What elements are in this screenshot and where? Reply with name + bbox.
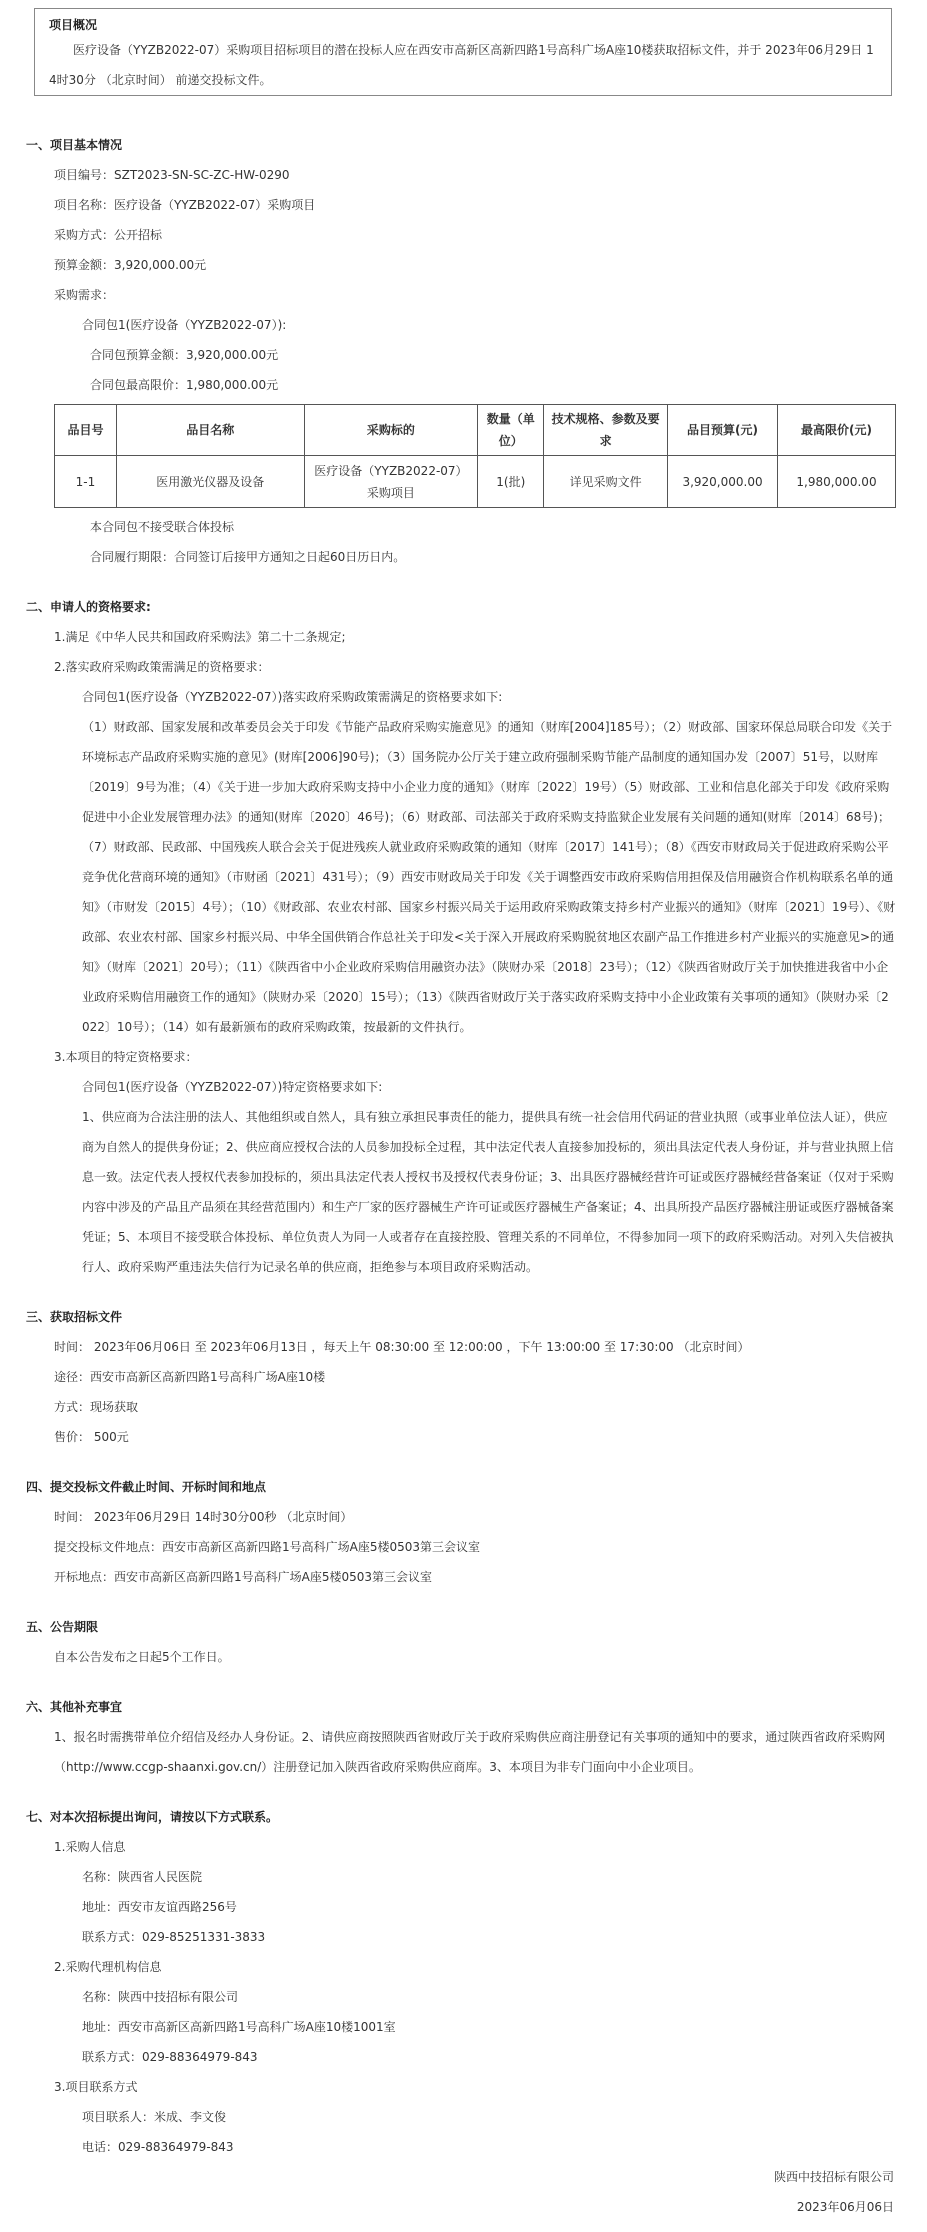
budget-amount: 预算金额：3,920,000.00元 — [54, 258, 207, 272]
table-header-row — [55, 405, 896, 456]
section-title-qualification: 二、申请人的资格要求: — [26, 600, 151, 614]
col-target: 采购标的 — [304, 405, 478, 456]
purchaser-address: 地址：西安市友谊西路256号 — [82, 1900, 237, 1914]
purchaser-contact: 联系方式：029-85251331-3833 — [82, 1930, 266, 1944]
project-number: 项目编号：SZT2023-SN-SC-ZC-HW-0290 — [54, 168, 290, 182]
cell-quantity: 1(批) — [478, 456, 544, 508]
cell-target: 医疗设备（YYZB2022-07）采购项目 — [304, 456, 478, 508]
agency-info-title: 2.采购代理机构信息 — [54, 1960, 162, 1974]
other-matters-text: 1、报名时需携带单位介绍信及经办人身份证。2、请供应商按照陕西省财政厅关于政府采购供应商注册登记有关事项的通知中的要求，通过陕西省政府采购网（http://www.ccgp-shaanxi.gov.cn/）注册登记加入陕西省政府采购供应商库。3、本项目为非专门面向中小企业项目。 — [54, 1730, 886, 1774]
col-item-no: 品目号 — [55, 405, 117, 456]
section-title-obtain-docs: 三、获取招标文件 — [26, 1310, 123, 1324]
obtain-location: 途径：西安市高新区高新四路1号高科广场A座10楼 — [54, 1370, 326, 1384]
package-max-price: 合同包最高限价：1,980,000.00元 — [90, 378, 279, 392]
col-spec: 技术规格、参数及要求 — [544, 405, 668, 456]
opening-location: 开标地点：西安市高新区高新四路1号高科广场A座5楼0503第三会议室 — [54, 1570, 433, 1584]
agency-address: 地址：西安市高新区高新四路1号高科广场A座10楼1001室 — [82, 2020, 396, 2034]
agency-name: 名称：陕西中技招标有限公司 — [82, 1990, 239, 2004]
qual-item-3-sub: 合同包1(医疗设备（YYZB2022-07）)特定资格要求如下: — [82, 1080, 383, 1094]
no-consortium-note: 本合同包不接受联合体投标 — [90, 520, 235, 534]
procurement-demand-label: 采购需求： — [54, 288, 115, 302]
col-quantity: 数量（单位） — [478, 405, 544, 456]
project-contact-phone: 电话：029-88364979-843 — [82, 2140, 234, 2154]
announcement-body — [26, 130, 896, 2222]
notice-period-text: 自本公告发布之日起5个工作日。 — [54, 1650, 230, 1664]
cell-item-no: 1-1 — [55, 456, 117, 508]
project-contact-title: 3.项目联系方式 — [54, 2080, 138, 2094]
package-budget: 合同包预算金额：3,920,000.00元 — [90, 348, 279, 362]
agency-contact: 联系方式：029-88364979-843 — [82, 2050, 258, 2064]
qual-item-3: 3.本项目的特定资格要求： — [54, 1050, 198, 1064]
section-title-notice-period: 五、公告期限 — [26, 1620, 99, 1634]
section-title-basic-info: 一、项目基本情况 — [26, 138, 123, 152]
signature-date: 2023年06月06日 — [796, 2200, 894, 2214]
qual-item-2: 2.落实政府采购政策需满足的资格要求： — [54, 660, 270, 674]
col-max-price: 最高限价(元) — [778, 405, 896, 456]
cell-item-name: 医用激光仪器及设备 — [116, 456, 304, 508]
section-title-other-matters: 六、其他补充事宜 — [26, 1700, 123, 1714]
contract-period: 合同履行期限：合同签订后接甲方通知之日起60日历日内。 — [90, 550, 406, 564]
col-budget: 品目预算(元) — [668, 405, 778, 456]
items-table — [54, 404, 896, 508]
qual-item-2-sub: 合同包1(医疗设备（YYZB2022-07）)落实政府采购政策需满足的资格要求如下: — [82, 690, 503, 704]
qual-item-3-text: 1、供应商为合法注册的法人、其他组织或自然人，具有独立承担民事责任的能力，提供具有统一社会信用代码证的营业执照（或事业单位法人证），供应商为自然人的提供身份证；2、供应商应授权合法的人员参加投标全过程，其中法定代表人直接参加投标的，须出具法定代表人身份证，并与营业执照上信息一致。法定代表人授权代表参加投标的，须出具法定代表人授权书及授权代表身份证；3、出具医疗器械经营许可证或医疗器械经营备案证（仅对于采购内容中涉及的产品且产品须在其经营范围内）和生产厂家的医疗器械生产许可证或医疗器械生产备案证；4、出具所投产品医疗器械注册证或医疗器械备案凭证；5、本项目不接受联合体投标、单位负责人为同一人或者存在直接控股、管理关系的不同单位，不得参加同一项下的政府采购活动。对列入失信被执行人、政府采购严重违法失信行为记录名单的供应商，拒绝参与本项目政府采购活动。 — [82, 1110, 894, 1274]
signature-org: 陕西中技招标有限公司 — [773, 2170, 894, 2184]
cell-max-price: 1,980,000.00 — [778, 456, 896, 508]
purchaser-name: 名称：陕西省人民医院 — [82, 1870, 203, 1884]
col-item-name: 品目名称 — [116, 405, 304, 456]
overview-text: 医疗设备（YYZB2022-07）采购项目招标项目的潜在投标人应在西安市高新区高新四路1号高科广场A座10楼获取招标文件，并于 2023年06月29日 14时30分 （北京时间） 前递交投标文件。 — [49, 43, 874, 87]
cell-budget: 3,920,000.00 — [668, 456, 778, 508]
procurement-method: 采购方式：公开招标 — [54, 228, 163, 242]
submit-location: 提交投标文件地点：西安市高新区高新四路1号高科广场A座5楼0503第三会议室 — [54, 1540, 481, 1554]
obtain-price: 售价： 500元 — [54, 1430, 129, 1444]
table-row — [55, 456, 896, 508]
qual-item-2-text: （1）财政部、国家发展和改革委员会关于印发《节能产品政府采购实施意见》的通知（财库[2004]185号）；（2）财政部、国家环保总局联合印发《关于环境标志产品政府采购实施的意见》(财库[2006]90号)；（3）国务院办公厅关于建立政府强制采购节能产品制度的通知国办发〔2007〕51号，以财库〔2019〕9号为准；（4）《关于进一步加大政府采购支持中小企业力度的通知》（财库〔2022〕19号）（5）财政部、工业和信息化部关于印发《政府采购促进中小企业发展管理办法》的通知(财库〔2020〕46号)；（6）财政部、司法部关于政府采购支持监狱企业发展有关问题的通知(财库〔2014〕68号)；（7）财政部、民政部、中国残疾人联合会关于促进残疾人就业政府采购政策的通知（财库〔2017〕141号）；（8）《西安市财政局关于促进政府采购公平竞争优化营商环境的通知》（市财函〔2021〕431号）；（9）西安市财政局关于印发《关于调整西安市政府采购信用担保及信用融资合作机构联系名单的通知》（市财发〔2015〕4号）；（10）《财政部、农业农村部、国家乡村振兴局关于运用政府采购政策支持乡村产业振兴的通知》（财库〔2021〕19号）、《财政部、农业农村部、国家乡村振兴局、中华全国供销合作总社关于印发<关于深入开展政府采购脱贫地区农副产品工作推进乡村产业振兴的实施意见>的通知》（财库〔2021〕20号）；（11）《陕西省中小企业政府采购信用融资办法》（陕财办采〔2018〕23号）；（12）《陕西省财政厅关于加快推进我省中小企业政府采购信用融资工作的通知》（陕财办采〔2020〕15号）；（13）《陕西省财政厅关于落实政府采购支持中小企业政策有关事项的通知》（陕财办采〔2022〕10号）；（14）如有最新颁布的政府采购政策，按最新的文件执行。 — [82, 720, 896, 1034]
qual-item-1: 1.满足《中华人民共和国政府采购法》第二十二条规定; — [54, 630, 346, 644]
package-title: 合同包1(医疗设备（YYZB2022-07）): — [82, 318, 287, 332]
purchaser-info-title: 1.采购人信息 — [54, 1840, 126, 1854]
cell-spec: 详见采购文件 — [544, 456, 668, 508]
project-name: 项目名称：医疗设备（YYZB2022-07）采购项目 — [54, 198, 316, 212]
obtain-time: 时间： 2023年06月06日 至 2023年06月13日 ，每天上午 08:30:00 至 12:00:00 ，下午 13:00:00 至 17:30:00 （北京时间） — [54, 1340, 750, 1354]
overview-title: 项目概况 — [49, 18, 98, 32]
section-title-contact: 七、对本次招标提出询问，请按以下方式联系。 — [26, 1810, 279, 1824]
section-title-deadline: 四、提交投标文件截止时间、开标时间和地点 — [26, 1480, 267, 1494]
project-contact-person: 项目联系人：米成、李文俊 — [82, 2110, 227, 2124]
overview-box — [34, 8, 892, 96]
obtain-method: 方式：现场获取 — [54, 1400, 139, 1414]
deadline-time: 时间： 2023年06月29日 14时30分00秒 （北京时间） — [54, 1510, 353, 1524]
